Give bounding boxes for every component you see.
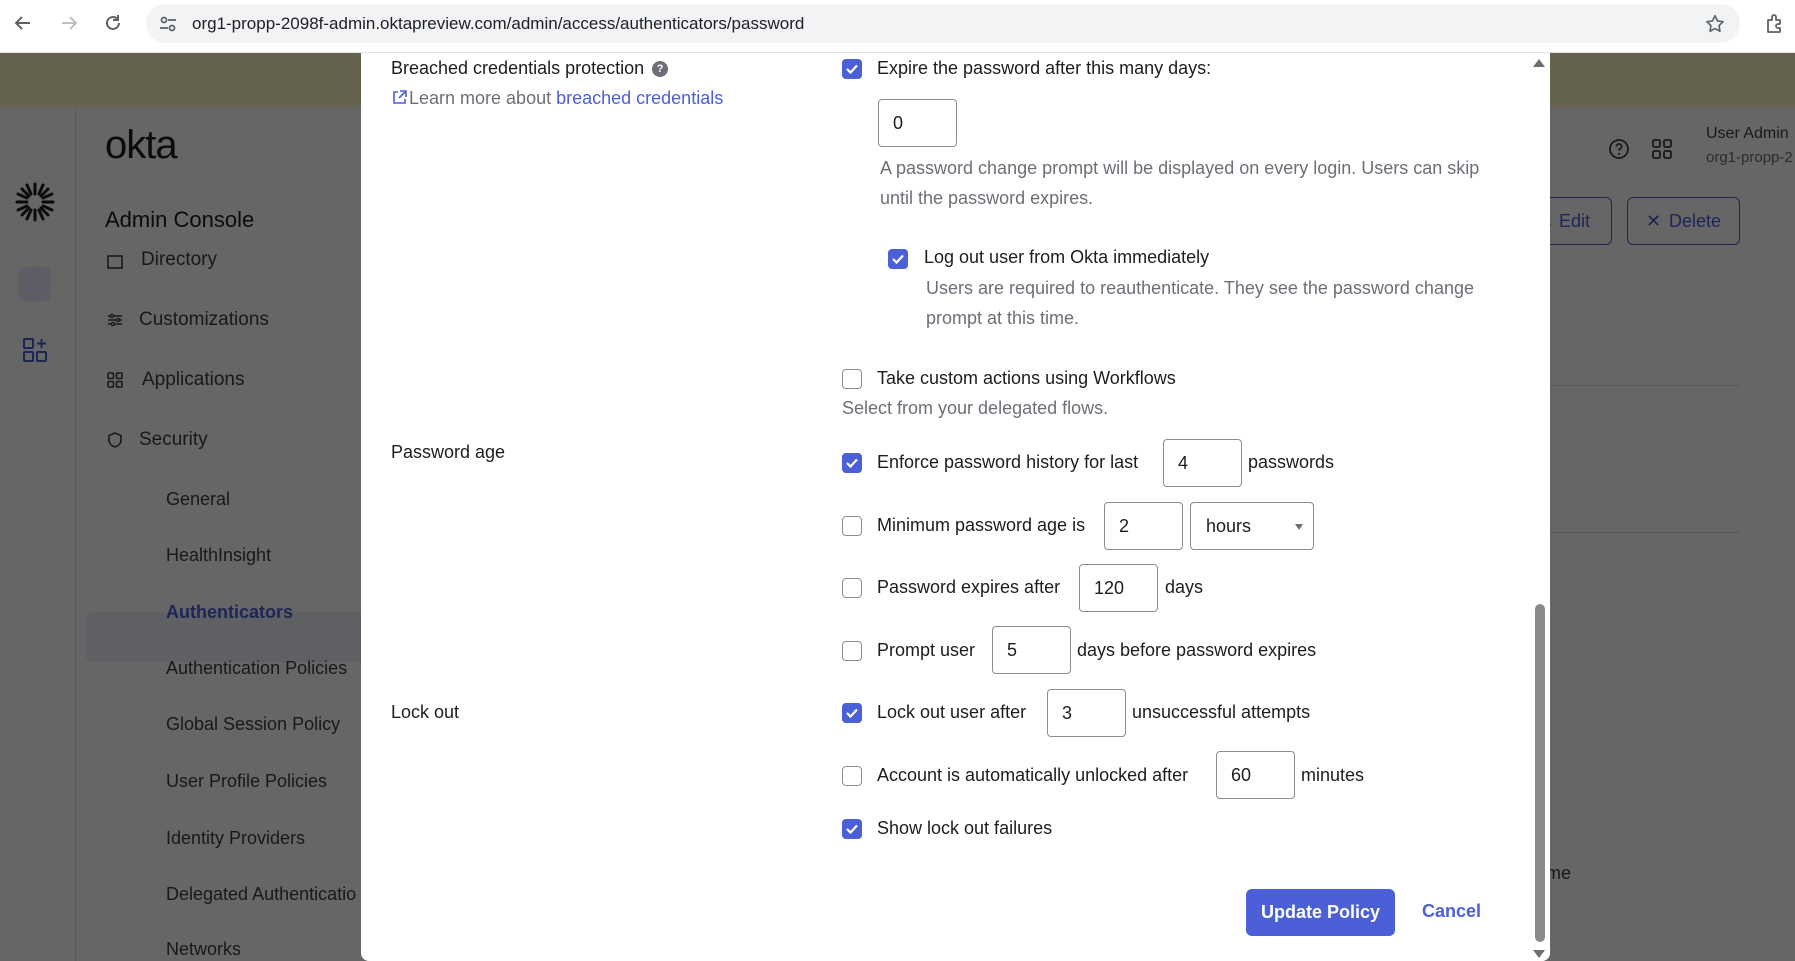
show-lockout-failures-checkbox[interactable] xyxy=(842,819,862,839)
min-password-age-input[interactable]: 2 xyxy=(1104,502,1183,550)
workflows-hint: Select from your delegated flows. xyxy=(842,398,1109,418)
forward-icon[interactable] xyxy=(56,10,82,36)
breached-credentials-label: Breached credentials protection ? xyxy=(391,58,668,79)
lock-out-label-text: Lock out user after xyxy=(877,702,1027,722)
expire-password-label: Expire the password after this many days: xyxy=(877,58,1212,78)
prompt-user-input[interactable]: 5 xyxy=(992,626,1071,674)
breached-credentials-link[interactable]: breached credentials xyxy=(556,88,724,108)
auto-unlock-suffix: minutes xyxy=(1301,765,1365,785)
logout-user-checkbox[interactable] xyxy=(888,249,908,269)
modal-scrollbar[interactable] xyxy=(1528,53,1550,961)
address-bar[interactable] xyxy=(146,4,1740,43)
min-password-age-unit-select[interactable] xyxy=(1190,502,1314,550)
update-policy-button[interactable]: Update Policy xyxy=(1246,889,1395,936)
password-expires-suffix: days xyxy=(1165,577,1204,597)
logout-user-label: Log out user from Okta immediately xyxy=(924,247,1210,267)
logout-hint: Users are required to reauthenticate. They see the password change prompt at this time. xyxy=(926,278,1474,328)
show-lockout-failures-label: Show lock out failures xyxy=(877,818,1053,838)
password-history-label: Enforce password history for last xyxy=(877,452,1139,472)
scrollbar-thumb[interactable] xyxy=(1535,604,1545,942)
url-text[interactable]: org1-propp-2098f-admin.oktapreview.com/admin/access/authenticators/password xyxy=(192,14,805,33)
lock-out-attempts-input[interactable]: 3 xyxy=(1047,689,1126,737)
expire-password-checkbox[interactable] xyxy=(842,59,862,79)
external-link-icon xyxy=(391,89,408,106)
lock-out-label: Lock out xyxy=(391,702,460,722)
lock-out-attempts-suffix: unsuccessful attempts xyxy=(1132,702,1311,722)
chevron-down-icon xyxy=(1295,524,1303,530)
workflows-checkbox[interactable] xyxy=(842,369,862,389)
password-age-label: Password age xyxy=(391,442,506,462)
password-history-suffix: passwords xyxy=(1248,452,1335,472)
min-password-age-checkbox[interactable] xyxy=(842,516,862,536)
expire-days-input[interactable]: 0 xyxy=(878,99,957,147)
workflows-label: Take custom actions using Workflows xyxy=(877,368,1176,388)
prompt-user-suffix: days before password expires xyxy=(1077,640,1317,660)
browser-toolbar xyxy=(0,0,1795,53)
scroll-down-arrow-icon[interactable] xyxy=(1533,950,1545,958)
lock-out-checkbox[interactable] xyxy=(842,703,862,723)
min-password-age-label: Minimum password age is xyxy=(877,515,1086,535)
learn-more-text: Learn more about breached credentials xyxy=(391,88,723,109)
auto-unlock-input[interactable]: 60 xyxy=(1216,751,1295,799)
scroll-up-arrow-icon[interactable] xyxy=(1533,59,1545,67)
prompt-user-label: Prompt user xyxy=(877,640,976,660)
expire-hint: A password change prompt will be displayed on every login. Users can skip until the password expires. xyxy=(880,158,1480,208)
auto-unlock-label: Account is automatically unlocked after xyxy=(877,765,1189,785)
prompt-user-checkbox[interactable] xyxy=(842,641,862,661)
site-settings-icon[interactable] xyxy=(158,14,178,34)
auto-unlock-checkbox[interactable] xyxy=(842,766,862,786)
back-icon[interactable] xyxy=(10,10,36,36)
edit-password-policy-modal xyxy=(361,53,1550,961)
password-history-input[interactable]: 4 xyxy=(1163,439,1242,487)
help-icon[interactable]: ? xyxy=(652,61,668,77)
password-expires-input[interactable]: 120 xyxy=(1079,564,1158,612)
reload-icon[interactable] xyxy=(100,10,126,36)
bookmark-star-icon[interactable] xyxy=(1704,13,1726,35)
password-expires-checkbox[interactable] xyxy=(842,578,862,598)
password-expires-label: Password expires after xyxy=(877,577,1061,597)
password-history-checkbox[interactable] xyxy=(842,453,862,473)
cancel-button[interactable]: Cancel xyxy=(1422,901,1482,921)
extensions-icon[interactable] xyxy=(1763,12,1787,36)
min-password-age-unit-value: hours xyxy=(1206,515,1252,536)
